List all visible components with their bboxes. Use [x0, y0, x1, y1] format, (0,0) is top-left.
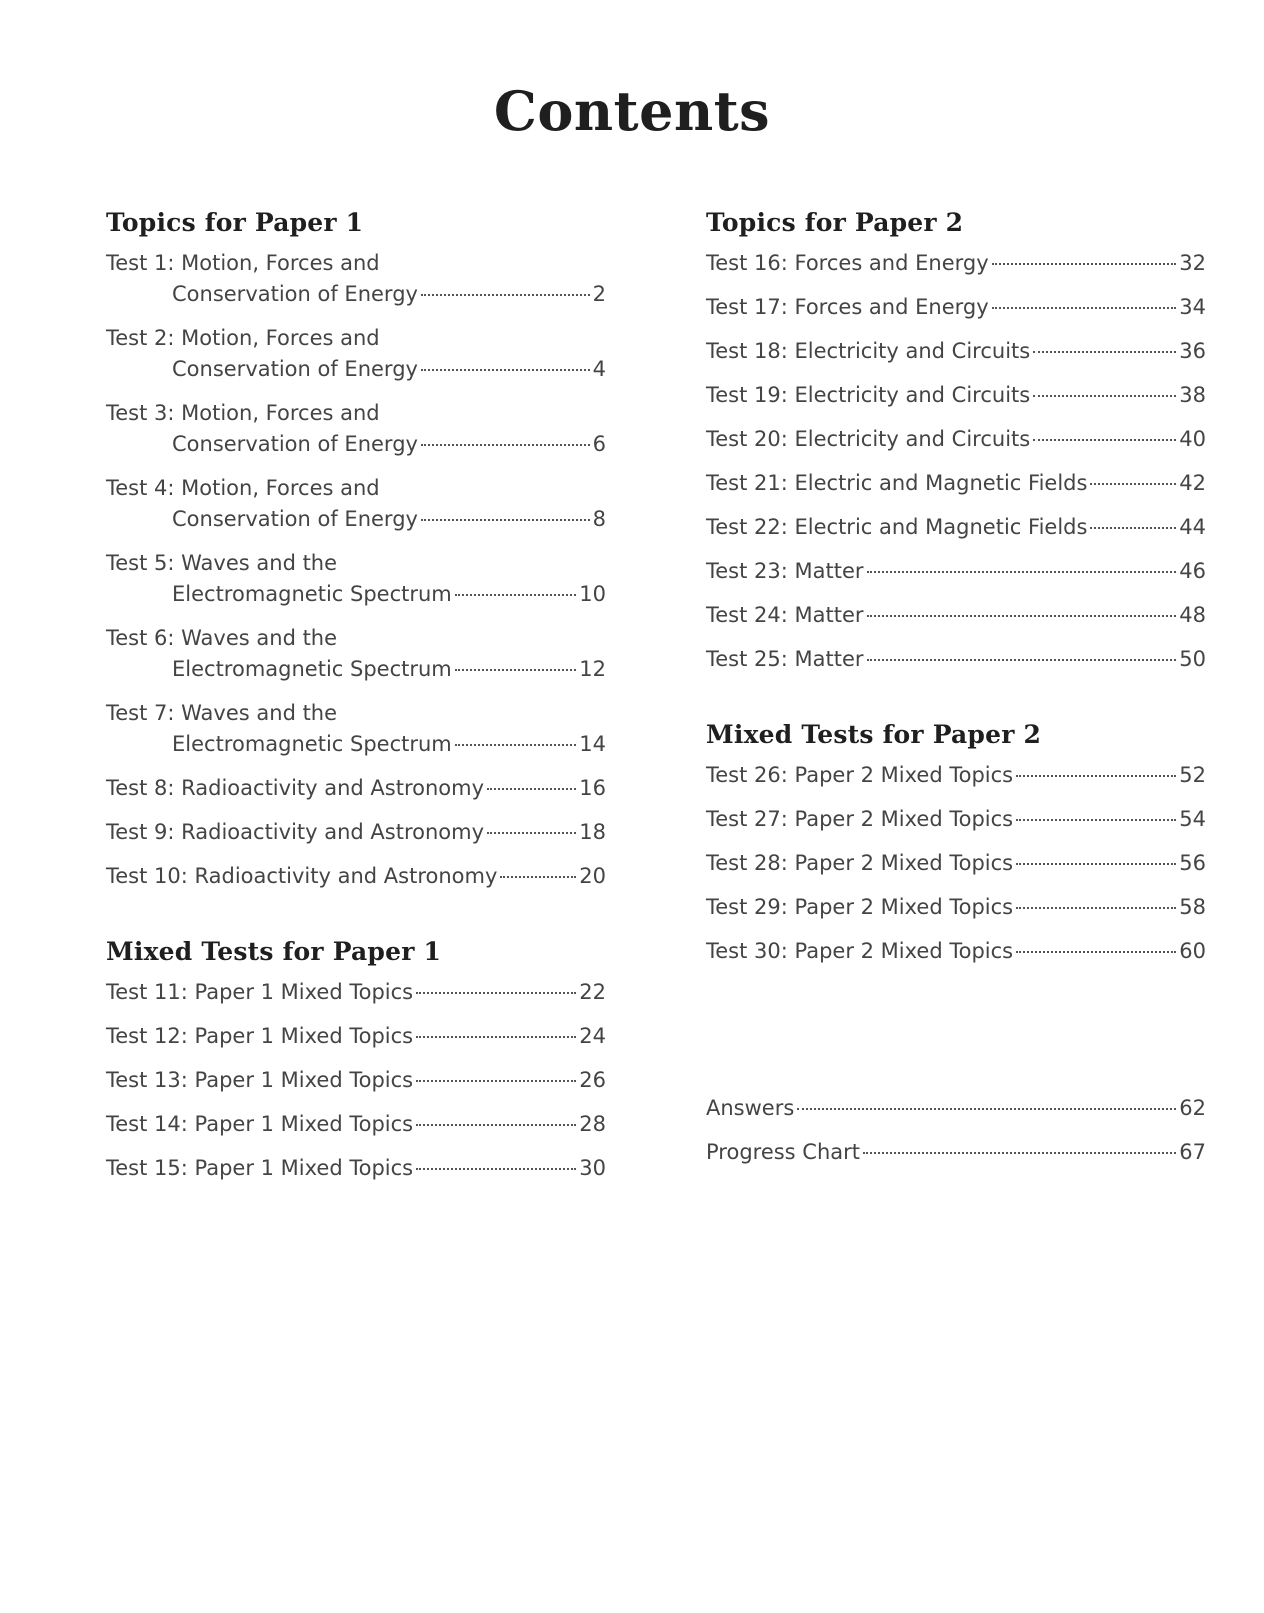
dot-leader — [416, 1123, 576, 1126]
dot-leader — [487, 831, 576, 834]
dot-leader — [487, 787, 576, 790]
toc-entry-label: Test 4: Motion, Forces and — [106, 476, 380, 500]
toc-section — [106, 206, 606, 892]
toc-page-number: 52 — [1179, 763, 1206, 787]
toc-entry-label: Test 13: Paper 1 Mixed Topics — [106, 1068, 414, 1092]
dot-leader — [421, 368, 590, 371]
toc-entry-line — [706, 292, 1206, 323]
toc-entry[interactable] — [106, 698, 606, 760]
toc-section — [706, 206, 1206, 675]
toc-entry[interactable] — [706, 804, 1206, 835]
toc-entry[interactable] — [106, 1153, 606, 1184]
toc-entry-line — [106, 817, 606, 848]
toc-entry-line — [706, 600, 1206, 631]
toc-entry-line — [706, 760, 1206, 791]
toc-page-number: 32 — [1179, 251, 1206, 275]
toc-entry-line — [706, 556, 1206, 587]
extras-list — [706, 1093, 1206, 1181]
dot-leader — [455, 668, 577, 671]
toc-entry[interactable] — [106, 1065, 606, 1096]
toc-entry-label: Test 28: Paper 2 Mixed Topics — [706, 851, 1014, 875]
toc-entry-line — [106, 773, 606, 804]
toc-entry-continuation: Conservation of Energy — [172, 282, 418, 306]
toc-entry[interactable] — [706, 600, 1206, 631]
toc-page-number: 54 — [1179, 807, 1206, 831]
toc-entry[interactable] — [106, 623, 606, 685]
toc-entry-label: Test 18: Electricity and Circuits — [706, 339, 1031, 363]
toc-entry-line — [706, 936, 1206, 967]
toc-entry-label: Progress Chart — [706, 1140, 861, 1164]
toc-page-number: 40 — [1179, 427, 1206, 451]
toc-entry[interactable] — [106, 1109, 606, 1140]
toc-entry-continuation: Conservation of Energy — [172, 507, 418, 531]
toc-entry-label: Test 7: Waves and the — [106, 701, 338, 725]
dot-leader — [416, 1035, 576, 1038]
toc-entry-line — [706, 468, 1206, 499]
toc-entry[interactable] — [706, 424, 1206, 455]
toc-page-number: 60 — [1179, 939, 1206, 963]
toc-page-number: 38 — [1179, 383, 1206, 407]
toc-entry-line — [106, 473, 606, 504]
toc-entry-line — [106, 279, 606, 310]
toc-entry-line — [706, 248, 1206, 279]
toc-entry-label: Test 30: Paper 2 Mixed Topics — [706, 939, 1014, 963]
toc-entry[interactable] — [706, 380, 1206, 411]
toc-page-number: 22 — [579, 980, 606, 1004]
toc-entry[interactable] — [706, 248, 1206, 279]
toc-entry[interactable] — [106, 398, 606, 460]
dot-leader — [1090, 526, 1176, 529]
toc-entry-label: Test 10: Radioactivity and Astronomy — [106, 864, 498, 888]
toc-entry-continuation: Electromagnetic Spectrum — [172, 582, 452, 606]
toc-entry-label: Test 8: Radioactivity and Astronomy — [106, 776, 485, 800]
toc-entry-line — [106, 504, 606, 535]
dot-leader — [500, 875, 576, 878]
toc-entry-line — [106, 548, 606, 579]
toc-entry-label: Test 23: Matter — [706, 559, 864, 583]
toc-entry-label: Test 25: Matter — [706, 647, 864, 671]
toc-page-number: 6 — [592, 432, 606, 456]
toc-entry-line — [706, 644, 1206, 675]
toc-page-number: 8 — [592, 507, 606, 531]
toc-entry-line — [106, 623, 606, 654]
toc-entry-line — [706, 336, 1206, 367]
right-column — [706, 206, 1206, 980]
toc-entry-line — [706, 804, 1206, 835]
dot-leader — [867, 570, 1177, 573]
toc-page-number: 44 — [1179, 515, 1206, 539]
dot-leader — [421, 293, 590, 296]
toc-entry[interactable] — [706, 468, 1206, 499]
toc-entry-line — [706, 1137, 1206, 1168]
toc-entry-label: Test 16: Forces and Energy — [706, 251, 989, 275]
dot-leader — [1016, 862, 1176, 865]
dot-leader — [455, 743, 577, 746]
toc-entry[interactable] — [706, 848, 1206, 879]
toc-page-number: 42 — [1179, 471, 1206, 495]
section-heading: Topics for Paper 2 — [706, 208, 964, 237]
toc-entry-label: Test 5: Waves and the — [106, 551, 338, 575]
toc-entry[interactable] — [106, 473, 606, 535]
toc-entry-label: Test 1: Motion, Forces and — [106, 251, 380, 275]
dot-leader — [455, 593, 577, 596]
toc-page-number: 20 — [579, 864, 606, 888]
toc-entry-line — [706, 512, 1206, 543]
toc-entry[interactable] — [106, 861, 606, 892]
toc-entry-label: Test 27: Paper 2 Mixed Topics — [706, 807, 1014, 831]
toc-page-number: 48 — [1179, 603, 1206, 627]
toc-entry-label: Test 29: Paper 2 Mixed Topics — [706, 895, 1014, 919]
toc-entry-label: Test 24: Matter — [706, 603, 864, 627]
toc-page-number: 24 — [579, 1024, 606, 1048]
toc-entry-line — [106, 698, 606, 729]
dot-leader — [416, 1079, 576, 1082]
section-heading: Mixed Tests for Paper 2 — [706, 720, 1042, 749]
toc-entry[interactable] — [706, 1137, 1206, 1168]
toc-entry[interactable] — [706, 512, 1206, 543]
toc-section — [106, 935, 606, 1184]
toc-entry-line — [106, 323, 606, 354]
toc-entry[interactable] — [106, 248, 606, 310]
dot-leader — [1033, 350, 1176, 353]
toc-entry-label: Test 19: Electricity and Circuits — [706, 383, 1031, 407]
toc-page-number: 10 — [579, 582, 606, 606]
dot-leader — [863, 1151, 1176, 1154]
toc-entry[interactable] — [106, 1021, 606, 1052]
toc-entry-line — [706, 1093, 1206, 1124]
toc-entry[interactable] — [706, 336, 1206, 367]
toc-page-number: 56 — [1179, 851, 1206, 875]
section-heading: Mixed Tests for Paper 1 — [106, 937, 442, 966]
toc-entry-label: Test 11: Paper 1 Mixed Topics — [106, 980, 414, 1004]
toc-entry[interactable] — [706, 556, 1206, 587]
toc-entry-line — [106, 1065, 606, 1096]
toc-entry-label: Test 9: Radioactivity and Astronomy — [106, 820, 485, 844]
toc-section — [706, 718, 1206, 967]
toc-page-number: 46 — [1179, 559, 1206, 583]
toc-page-number: 67 — [1179, 1140, 1206, 1164]
toc-entry-line — [106, 354, 606, 385]
toc-page-number: 34 — [1179, 295, 1206, 319]
toc-entry[interactable] — [106, 323, 606, 385]
toc-entry-label: Test 2: Motion, Forces and — [106, 326, 380, 350]
toc-entry-label: Test 15: Paper 1 Mixed Topics — [106, 1156, 414, 1180]
dot-leader — [1016, 774, 1176, 777]
dot-leader — [867, 658, 1177, 661]
toc-page-number: 58 — [1179, 895, 1206, 919]
toc-page-number: 16 — [579, 776, 606, 800]
toc-page-number: 18 — [579, 820, 606, 844]
dot-leader — [867, 614, 1177, 617]
toc-page-number: 28 — [579, 1112, 606, 1136]
toc-entry[interactable] — [706, 1093, 1206, 1124]
dot-leader — [992, 306, 1177, 309]
toc-page-number: 14 — [579, 732, 606, 756]
toc-entry-line — [106, 1021, 606, 1052]
toc-entry-line — [106, 654, 606, 685]
toc-page-number: 36 — [1179, 339, 1206, 363]
dot-leader — [416, 991, 576, 994]
dot-leader — [1016, 818, 1176, 821]
toc-page-number: 12 — [579, 657, 606, 681]
toc-page-number: 2 — [592, 282, 606, 306]
dot-leader — [416, 1167, 576, 1170]
dot-leader — [1033, 438, 1176, 441]
toc-entry-line — [706, 892, 1206, 923]
toc-entry-line — [106, 429, 606, 460]
toc-page-number: 26 — [579, 1068, 606, 1092]
toc-entry-line — [106, 1153, 606, 1184]
toc-entry-continuation: Electromagnetic Spectrum — [172, 732, 452, 756]
toc-entry[interactable] — [706, 892, 1206, 923]
toc-entry-continuation: Electromagnetic Spectrum — [172, 657, 452, 681]
dot-leader — [1016, 950, 1176, 953]
toc-entry[interactable] — [106, 977, 606, 1008]
toc-entry-label: Test 3: Motion, Forces and — [106, 401, 380, 425]
toc-entry-continuation: Conservation of Energy — [172, 432, 418, 456]
dot-leader — [421, 443, 590, 446]
toc-entry-line — [106, 248, 606, 279]
toc-entry-label: Test 12: Paper 1 Mixed Topics — [106, 1024, 414, 1048]
toc-entry[interactable] — [706, 292, 1206, 323]
toc-entry-label: Answers — [706, 1096, 795, 1120]
toc-entry[interactable] — [106, 817, 606, 848]
section-heading: Topics for Paper 1 — [106, 208, 364, 237]
toc-entry-line — [106, 861, 606, 892]
toc-entry-continuation: Conservation of Energy — [172, 357, 418, 381]
dot-leader — [992, 262, 1177, 265]
toc-entry-line — [106, 1109, 606, 1140]
dot-leader — [421, 518, 590, 521]
toc-entry-line — [106, 729, 606, 760]
toc-entry-label: Test 22: Electric and Magnetic Fields — [706, 515, 1088, 539]
toc-page-number: 50 — [1179, 647, 1206, 671]
toc-entry-line — [106, 977, 606, 1008]
toc-entry-label: Test 6: Waves and the — [106, 626, 338, 650]
toc-entry-label: Test 21: Electric and Magnetic Fields — [706, 471, 1088, 495]
toc-entry[interactable] — [706, 760, 1206, 791]
toc-entry-label: Test 20: Electricity and Circuits — [706, 427, 1031, 451]
dot-leader — [797, 1107, 1176, 1110]
toc-entry-line — [706, 380, 1206, 411]
dot-leader — [1090, 482, 1176, 485]
toc-entry-label: Test 26: Paper 2 Mixed Topics — [706, 763, 1014, 787]
left-column — [106, 206, 606, 1197]
toc-entry[interactable] — [706, 936, 1206, 967]
toc-entry-label: Test 17: Forces and Energy — [706, 295, 989, 319]
page-title: Contents — [493, 79, 771, 143]
toc-entry-line — [706, 424, 1206, 455]
toc-entry[interactable] — [106, 773, 606, 804]
toc-page-number: 62 — [1179, 1096, 1206, 1120]
dot-leader — [1033, 394, 1176, 397]
toc-page-number: 4 — [592, 357, 606, 381]
toc-entry-line — [106, 579, 606, 610]
toc-entry[interactable] — [106, 548, 606, 610]
toc-entry[interactable] — [706, 644, 1206, 675]
toc-entry-label: Test 14: Paper 1 Mixed Topics — [106, 1112, 414, 1136]
toc-entry-line — [706, 848, 1206, 879]
toc-page-number: 30 — [579, 1156, 606, 1180]
toc-entry-line — [106, 398, 606, 429]
dot-leader — [1016, 906, 1176, 909]
